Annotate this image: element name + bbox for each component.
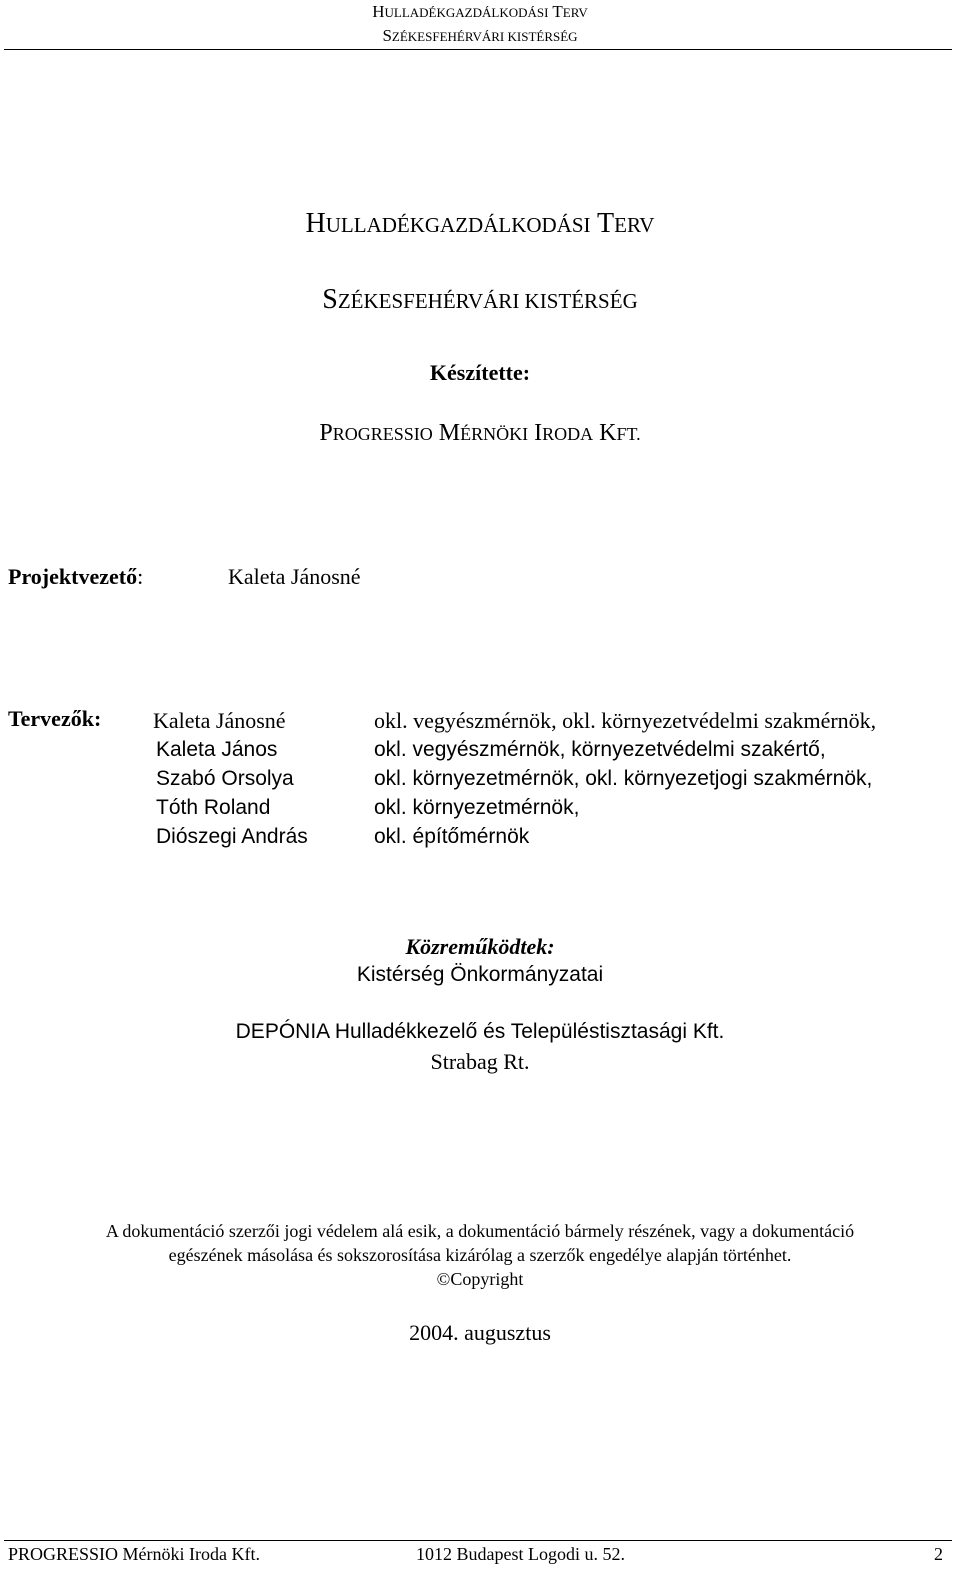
company-text: ROGRESSIO bbox=[332, 424, 433, 444]
designer-role: okl. környezetmérnök, okl. környezetjogi szakmérnök, bbox=[374, 767, 873, 790]
company-text: M bbox=[438, 420, 461, 446]
prepared-by-company bbox=[0, 420, 960, 447]
project-manager-label bbox=[8, 564, 143, 590]
designer-name: Szabó Orsolya bbox=[156, 767, 294, 790]
header-text: S bbox=[382, 26, 392, 45]
project-manager-label-text: Projektvezető bbox=[8, 564, 138, 589]
designer-role: okl. vegyészmérnök, okl. környezetvédelmi szakmérnök, bbox=[374, 708, 877, 733]
designer-name: Kaleta Jánosné bbox=[153, 708, 286, 733]
document-date: 2004. augusztus bbox=[409, 1320, 551, 1345]
company-text: RODA bbox=[542, 424, 594, 444]
page-number: 2 bbox=[934, 1544, 943, 1564]
legal-notice-line1: A dokumentáció szerzői jogi védelem alá esik, a dokumentáció bármely részének, vagy a dokumentáció bbox=[105, 1221, 855, 1241]
title-text: H bbox=[305, 208, 326, 239]
cooperators-label: Közreműködtek: bbox=[405, 934, 555, 959]
subtitle-text: S bbox=[322, 284, 338, 315]
designers-roles bbox=[374, 706, 876, 851]
title-text: T bbox=[597, 208, 615, 239]
designer-role: okl. vegyészmérnök, környezetvédelmi szakértő, bbox=[374, 738, 826, 761]
title-text: ERV bbox=[614, 213, 655, 237]
company-text: P bbox=[319, 420, 333, 446]
designer-name: Kaleta János bbox=[156, 738, 278, 761]
designer-role: okl. környezetmérnök, bbox=[374, 796, 580, 819]
title-text: ULLADÉKGAZDÁLKODÁSI bbox=[325, 213, 591, 237]
legal-notice-line2: egészének másolása és sokszorosítása kizárólag a szerzők engedélye alapján történhet. bbox=[168, 1245, 792, 1265]
designers-label: Tervezők: bbox=[8, 706, 102, 731]
copyright-notice: ©Copyright bbox=[436, 1269, 524, 1289]
prepared-by-label: Készítette: bbox=[429, 360, 531, 385]
project-manager-colon: : bbox=[137, 564, 144, 589]
footer-rule bbox=[4, 1540, 952, 1541]
cooperator-item: Kistérség Önkormányzatai bbox=[356, 963, 604, 986]
subtitle-text: ZÉKESFEHÉRVÁRI KISTÉRSÉG bbox=[337, 289, 638, 313]
project-manager-name: Kaleta Jánosné bbox=[228, 564, 361, 589]
document-subtitle bbox=[0, 284, 960, 316]
company-text: FT. bbox=[616, 424, 641, 444]
company-text: ÉRNÖKI bbox=[460, 424, 529, 444]
company-text: I bbox=[534, 420, 543, 446]
running-header-line2 bbox=[0, 26, 960, 47]
cooperator-item: DEPÓNIA Hulladékkezelő és Településtisztasági Kft. bbox=[235, 1020, 725, 1043]
designer-name: Diószegi András bbox=[156, 825, 308, 848]
header-rule bbox=[4, 49, 952, 50]
header-text: T bbox=[552, 2, 563, 21]
designer-role: okl. építőmérnök bbox=[374, 825, 530, 848]
running-header-line1 bbox=[0, 2, 960, 23]
designers-names bbox=[153, 706, 308, 851]
footer-address: 1012 Budapest Logodi u. 52. bbox=[416, 1544, 625, 1564]
header-text: H bbox=[372, 2, 385, 21]
cooperator-item: Strabag Rt. bbox=[430, 1049, 530, 1074]
designer-name: Tóth Roland bbox=[156, 796, 271, 819]
document-title bbox=[0, 208, 960, 240]
header-text: ERV bbox=[562, 5, 588, 20]
header-text: ULLADÉKGAZDÁLKODÁSI bbox=[384, 5, 549, 20]
header-text: ZÉKESFEHÉRVÁRI KISTÉRSÉG bbox=[391, 29, 578, 44]
company-text: K bbox=[599, 420, 617, 446]
footer-company: PROGRESSIO Mérnöki Iroda Kft. bbox=[8, 1544, 260, 1564]
